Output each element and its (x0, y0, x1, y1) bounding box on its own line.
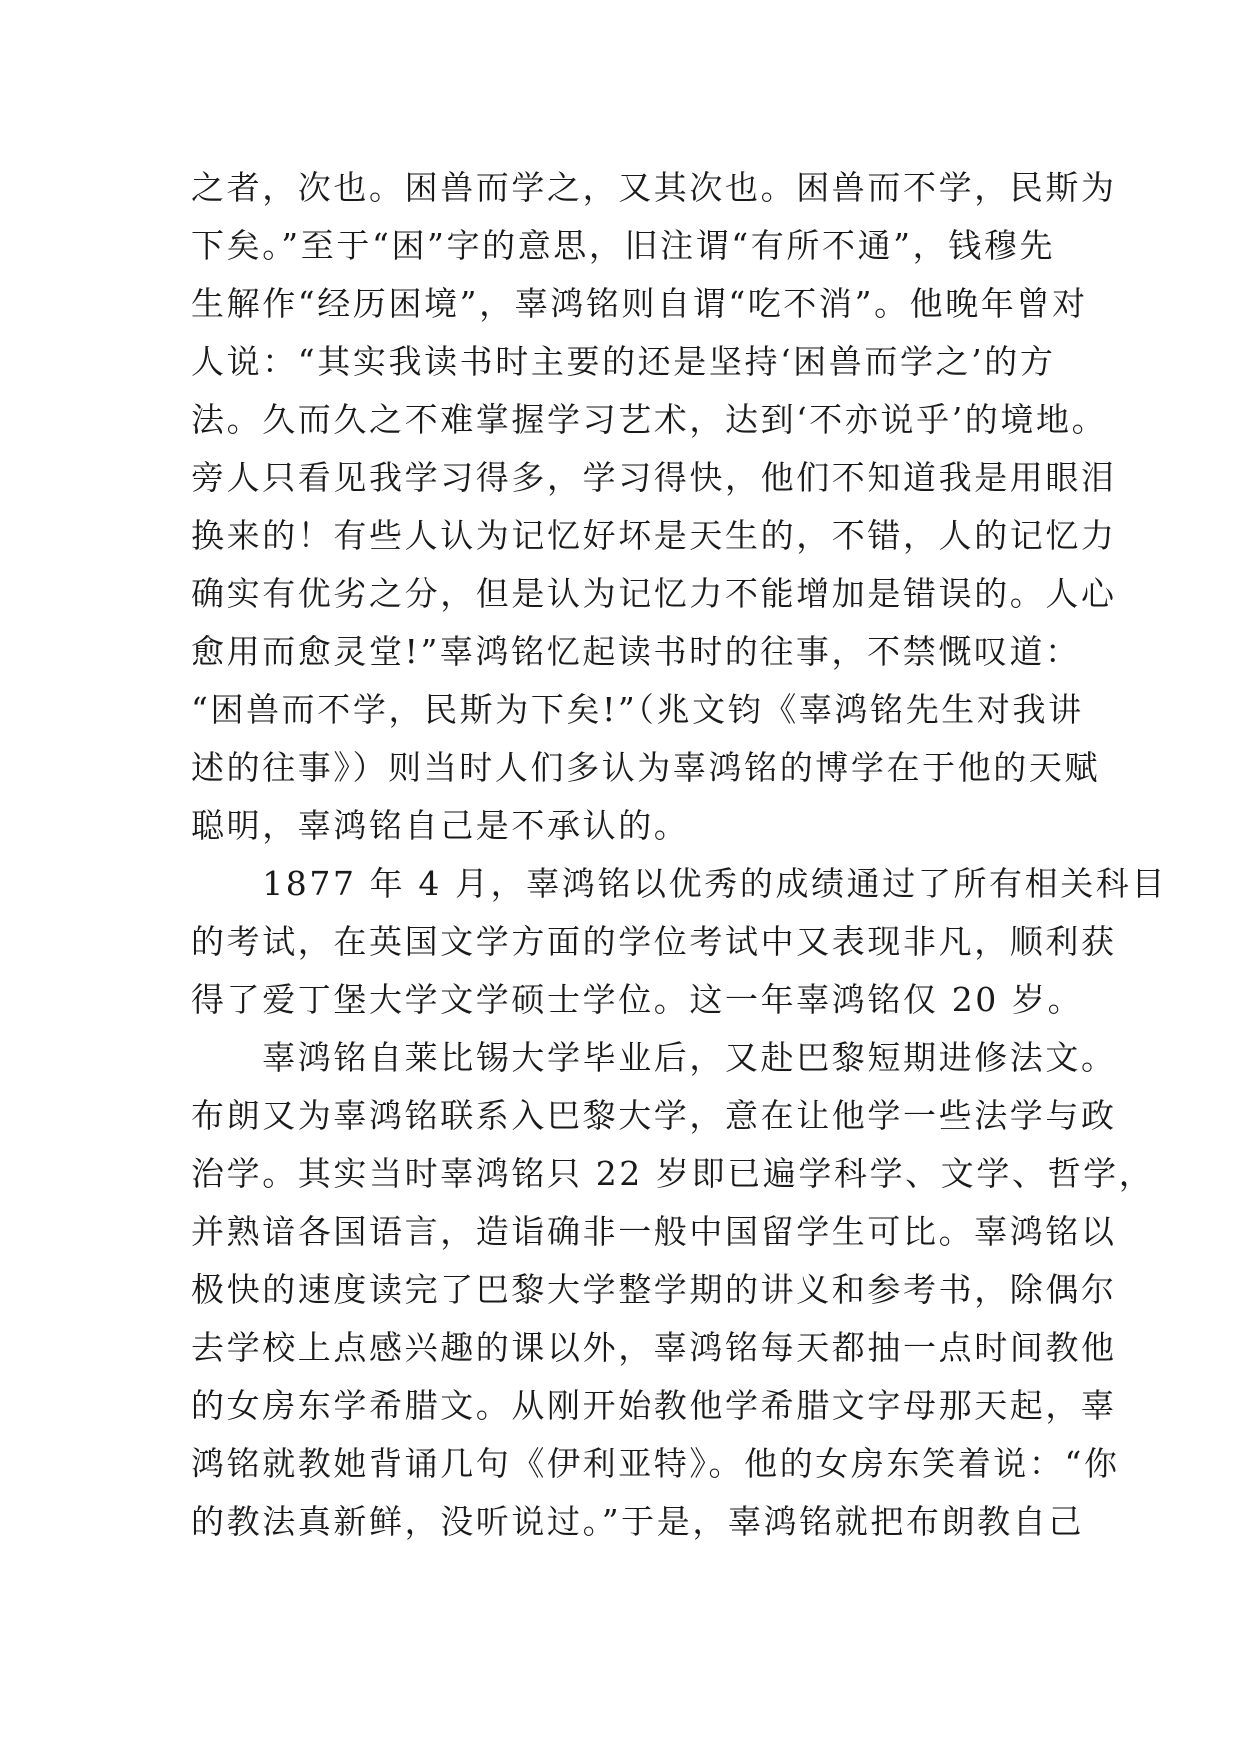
text-line: 下矣。”至于“困”字的意思，旧注谓“有所不通”，钱穆先 (191, 226, 1056, 265)
text-line: 的教法真新鲜，没听说过。”于是，辜鸿铭就把布朗教自己 (191, 1502, 1084, 1541)
text-line: 极快的速度读完了巴黎大学整学期的讲义和参考书，除偶尔 (191, 1270, 1117, 1309)
text-line: “困兽而不学，民斯为下矣!”（兆文钧《辜鸿铭先生对我讲 (191, 690, 1084, 729)
text-line: 人说：“其实我读书时主要的还是坚持‘困兽而学之’的方 (191, 342, 1056, 381)
text-line: 治学。其实当时辜鸿铭只 22 岁即已遍学科学、文学、哲学， (191, 1154, 1155, 1193)
text-line: 述的往事》）则当时人们多认为辜鸿铭的博学在于他的天赋 (191, 748, 1101, 787)
text-line: 法。久而久之不难掌握学习艺术，达到‘不亦说乎’的境地。 (191, 400, 1108, 439)
text-line: 聪明，辜鸿铭自己是不承认的。 (191, 806, 690, 845)
text-line: 生解作“经历困境”，辜鸿铭则自谓“吃不消”。他晚年曾对 (191, 284, 1088, 323)
text-line: 去学校上点感兴趣的课以外，辜鸿铭每天都抽一点时间教他 (191, 1328, 1117, 1367)
text-line: 换来的！有些人认为记忆好坏是天生的，不错，人的记忆力 (191, 516, 1117, 555)
text-line: 并熟谙各国语言，造诣确非一般中国留学生可比。辜鸿铭以 (191, 1212, 1117, 1251)
text-line: 布朗又为辜鸿铭联系入巴黎大学，意在让他学一些法学与政 (191, 1096, 1117, 1135)
paragraph-first-line: 辜鸿铭自莱比锡大学毕业后，又赴巴黎短期进修法文。 (191, 1038, 1117, 1077)
body-text (191, 159, 1168, 1551)
text-line: 的女房东学希腊文。从刚开始教他学希腊文字母那天起，辜 (191, 1386, 1117, 1425)
text-line: 确实有优劣之分，但是认为记忆力不能增加是错误的。人心 (191, 574, 1117, 613)
text-line: 之者，次也。困兽而学之，又其次也。困兽而不学，民斯为 (191, 168, 1117, 207)
text-line: 愈用而愈灵堂!”辜鸿铭忆起读书时的往事，不禁慨叹道： (191, 632, 1081, 671)
text-line: 得了爱丁堡大学文学硕士学位。这一年辜鸿铭仅 20 岁。 (191, 980, 1084, 1019)
text-line: 鸿铭就教她背诵几句《伊利亚特》。他的女房东笑着说：“你 (191, 1444, 1120, 1483)
text-line: 的考试，在英国文学方面的学位考试中又表现非凡，顺利获 (191, 922, 1117, 961)
text-line: 旁人只看见我学习得多，学习得快，他们不知道我是用眼泪 (191, 458, 1117, 497)
paragraph-first-line: 1877 年 4 月，辜鸿铭以优秀的成绩通过了所有相关科目 (191, 864, 1168, 903)
